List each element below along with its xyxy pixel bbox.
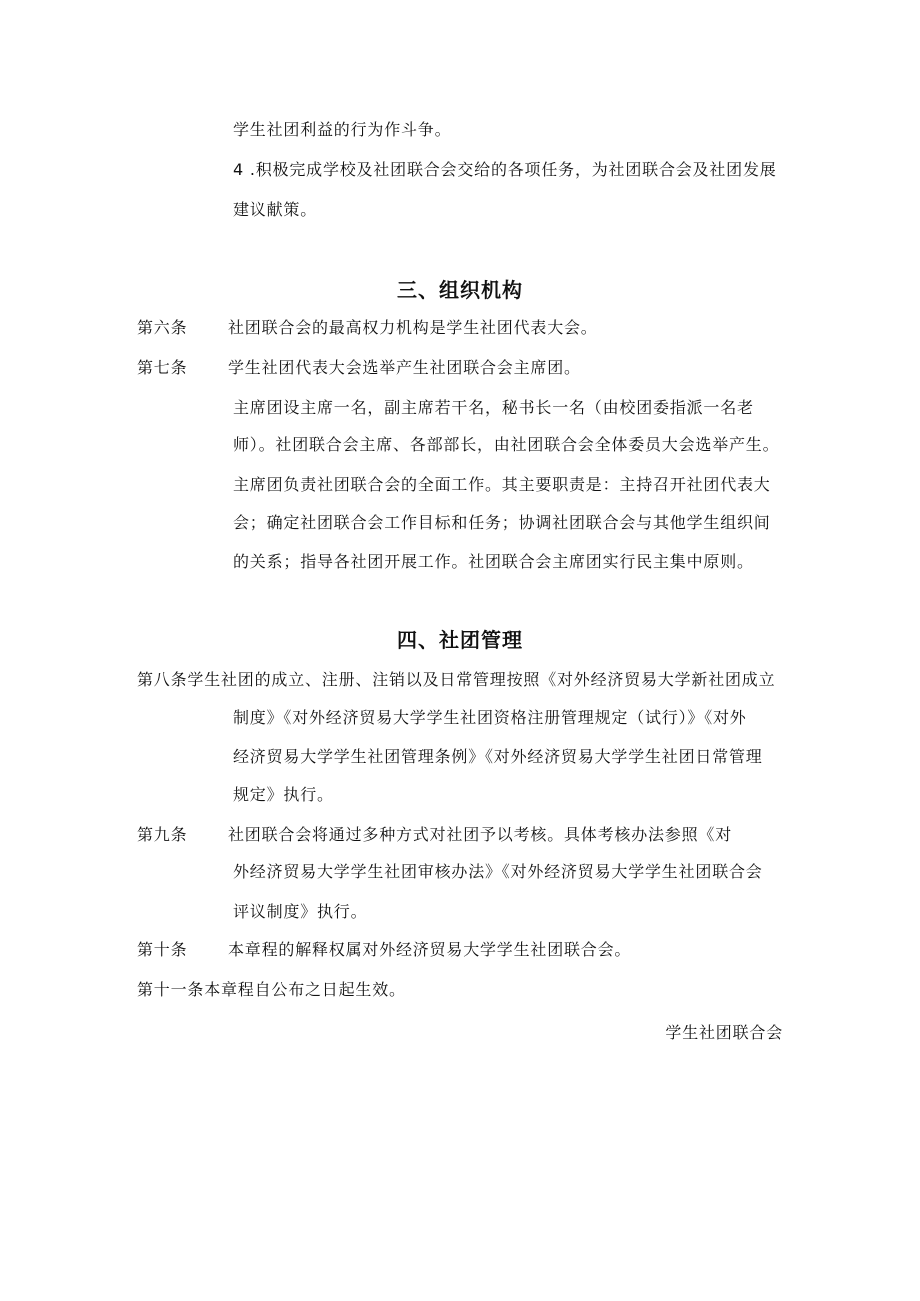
article-6	[137, 317, 598, 339]
continuation-line-3: 建议献策。	[233, 200, 318, 219]
section-heading-management: 四、社团管理	[397, 628, 523, 652]
article-9-line-1: 外经济贸易大学学生社团审核办法》《对外经济贸易大学学生社团联合会	[233, 862, 763, 881]
article-text: 社团联合会的最高权力机构是学生社团代表大会。	[228, 318, 598, 337]
article-9-line-2: 评议制度》执行。	[233, 902, 368, 921]
section-heading-organization: 三、组织机构	[397, 278, 523, 302]
article-7-line-5: 的关系；指导各社团开展工作。社团联合会主席团实行民主集中原则。	[233, 552, 754, 571]
article-8	[137, 669, 775, 691]
signature: 学生社团联合会	[665, 1023, 783, 1042]
article-label: 第九条	[137, 825, 188, 844]
article-text: 社团联合会将通过多种方式对社团予以考核。具体考核办法参照《对	[228, 825, 733, 844]
article-11	[137, 979, 406, 1001]
article-10	[137, 939, 631, 961]
article-8-line-1: 制度》《对外经济贸易大学学生社团资格注册管理规定（试行）》《对外	[233, 708, 747, 727]
article-label: 第十条	[137, 940, 188, 959]
article-8-line-3: 规定》执行。	[233, 785, 334, 804]
article-text: 本章程的解释权属对外经济贸易大学学生社团联合会。	[228, 940, 632, 959]
article-label: 第八条	[137, 670, 188, 689]
article-7-line-2: 师）。社团联合会主席、各部部长，由社团联合会全体委员大会选举产生。	[233, 435, 780, 454]
article-7-line-3: 主席团负责社团联合会的全面工作。其主要职责是：主持召开社团代表大	[233, 475, 771, 494]
continuation-line-2: 4 .积极完成学校及社团联合会交给的各项任务，为社团联合会及社团发展	[233, 160, 777, 179]
article-text: 学生社团代表大会选举产生社团联合会主席团。	[228, 358, 581, 377]
article-8-line-2: 经济贸易大学学生社团管理条例》《对外经济贸易大学学生社团日常管理	[233, 747, 763, 766]
article-7-line-1: 主席团设主席一名，副主席若干名，秘书长一名（由校团委指派一名老	[233, 398, 754, 417]
article-7-line-4: 会；确定社团联合会工作目标和任务；协调社团联合会与其他学生组织间	[233, 513, 771, 532]
article-label: 第七条	[137, 358, 188, 377]
article-7	[137, 357, 581, 379]
article-label: 第六条	[137, 318, 188, 337]
article-text: 本章程自公布之日起生效。	[204, 980, 406, 999]
article-9	[137, 824, 732, 846]
article-label: 第十一条	[137, 980, 205, 999]
continuation-line-1: 学生社团利益的行为作斗争。	[233, 120, 452, 139]
article-text: 学生社团的成立、注册、注销以及日常管理按照《对外经济贸易大学新社团成立	[187, 670, 776, 689]
